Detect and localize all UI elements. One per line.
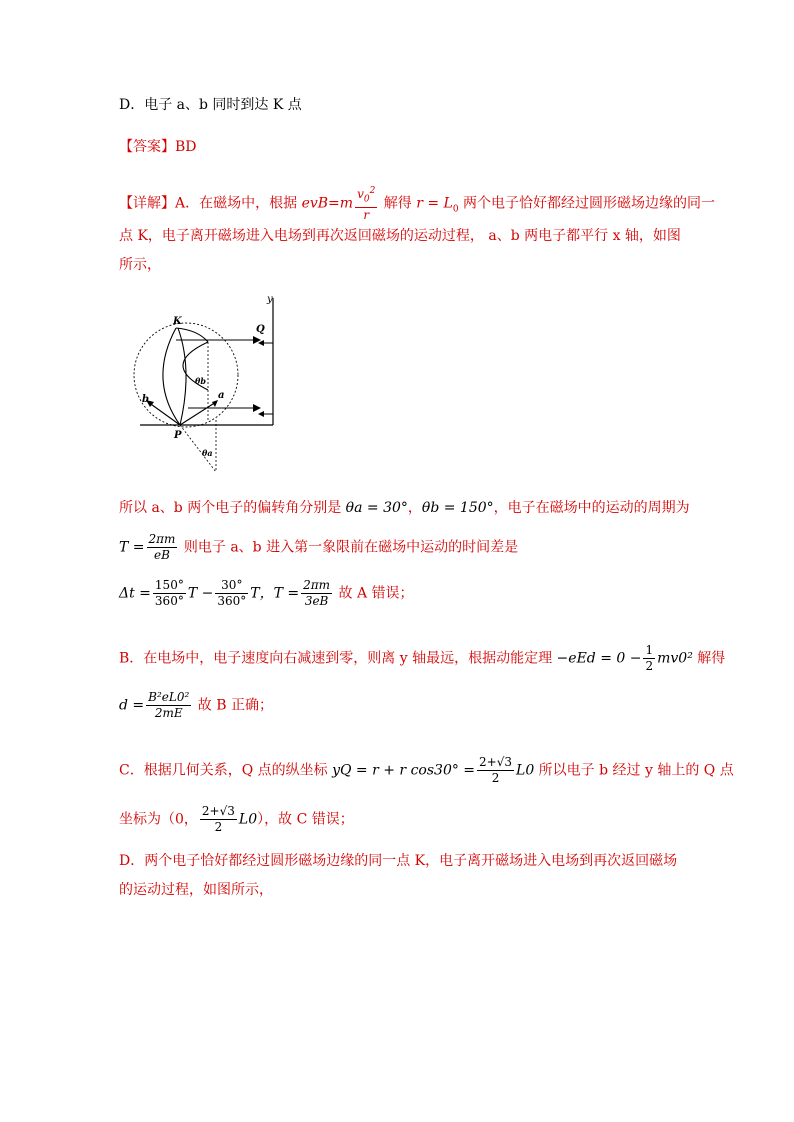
label-theta-a: θa xyxy=(202,448,213,458)
b-line1 xyxy=(119,643,725,674)
frac-v0-r: $\frac{v_0^2}{r}$ xyxy=(357,186,376,223)
answer-value: BD xyxy=(175,139,197,155)
c-line1 xyxy=(119,755,734,786)
period-frac xyxy=(147,532,178,563)
label-q: Q xyxy=(256,324,265,335)
dt-frac3 xyxy=(301,578,332,609)
dt-frac1 xyxy=(153,578,186,609)
label-a: a xyxy=(218,390,225,401)
dt-mid: T − xyxy=(187,585,214,602)
deflect-pre: 所以 a、b 两个电子的偏转角分别是 xyxy=(119,500,346,516)
period-t: T = xyxy=(119,539,145,556)
eq-lorentz: evB=m xyxy=(301,195,354,212)
c-l0: L0 xyxy=(516,762,535,779)
period-post: 则电子 a、b 进入第一象限前在磁场中运动的时间差是 xyxy=(179,539,519,556)
detail-a-rest1: 两个电子恰好都经过圆形磁场边缘的同一 xyxy=(458,195,716,212)
eq-r-l0: r = L xyxy=(416,195,453,212)
dt-den1: 360° xyxy=(154,594,184,608)
b-half-num: 1 xyxy=(645,643,654,657)
b-d-num: B²eL0² xyxy=(148,690,190,704)
label-b: b xyxy=(142,394,149,405)
d-line2: 的运动过程，如图所示， xyxy=(119,882,273,898)
c-post2: ），故 C 错误； xyxy=(257,811,354,828)
c-l0-2: L0 xyxy=(238,811,258,828)
arc-a xyxy=(178,328,186,425)
b-d-den: 2mE xyxy=(154,706,183,720)
option-d: D．电子 a、b 同时到达 K 点 xyxy=(119,97,302,113)
answer-label: 【答案】 xyxy=(119,139,175,155)
d-line1: D．两个电子恰好都经过圆形磁场边缘的同一点 K，电子离开磁场进入电场到再次返回磁场 xyxy=(119,853,678,869)
arrow-right-low xyxy=(253,404,261,412)
c-den: 2 xyxy=(491,771,500,785)
arrow-left-low xyxy=(258,411,264,417)
label-theta-b: θb xyxy=(195,376,206,386)
dt-num3: 2πm xyxy=(303,578,331,592)
c-num: 2+√3 xyxy=(479,755,513,769)
detail-a-prefix: A．在磁场中，根据 xyxy=(175,195,302,212)
period-line xyxy=(119,532,518,563)
detail-label: 【详解】 xyxy=(119,195,175,212)
c-line2 xyxy=(119,804,354,835)
dt-t: T xyxy=(250,585,260,602)
dt-den2: 360° xyxy=(217,594,247,608)
period-num: 2πm xyxy=(148,532,176,546)
b-line2 xyxy=(119,690,273,721)
c-den2: 2 xyxy=(214,820,223,834)
answer-line xyxy=(119,137,197,157)
c-pre2: 坐标为（0， xyxy=(119,811,198,828)
detail-a-line1: 【详解】A．在磁场中，根据 evB=m $\frac{v_0^2}{r}$ 解得 $r = L_0$ 两个电子恰好都经过圆形磁场边缘的同一 xyxy=(119,186,716,223)
label-p: P xyxy=(174,430,182,441)
c-num2: 2+√3 xyxy=(201,804,235,818)
b-d: d = xyxy=(119,697,145,714)
b-pre: B．在电场中，电子速度向右减速到零，则离 y 轴最远，根据动能定理 xyxy=(119,650,557,667)
detail-a-mid: 解得 xyxy=(379,195,417,212)
c-frac xyxy=(477,755,514,786)
c-eq: yQ = r + r cos30° = xyxy=(332,762,476,779)
dt-den3: 3eB xyxy=(304,594,329,608)
label-y: y xyxy=(267,294,273,305)
b-half-den: 2 xyxy=(645,659,654,673)
b-d-frac xyxy=(146,690,191,721)
dt-num1: 150° xyxy=(154,578,184,592)
c-frac2 xyxy=(200,804,237,835)
c-pre: C．根据几何关系，Q 点的纵坐标 xyxy=(119,762,333,779)
c-post1: 所以电子 b 经过 y 轴上的 Q 点 xyxy=(534,762,734,779)
dt-line xyxy=(119,578,414,609)
dt-t2: ，T = xyxy=(259,585,300,602)
b-post1: 解得 xyxy=(692,650,726,667)
label-k: K xyxy=(173,316,182,327)
b-half xyxy=(643,643,655,674)
deflect-post: ，电子在磁场中的运动的周期为 xyxy=(493,500,690,516)
b-mv: mv0² xyxy=(657,650,693,667)
dt-lhs: Δt = xyxy=(119,585,151,602)
theta-b-eq: θb = 150° xyxy=(421,500,494,516)
arc-b xyxy=(163,328,180,425)
deflect-line: 所以 a、b 两个电子的偏转角分别是 θa = 30°，θb = 150°，电子在磁场中的运动的周期为 xyxy=(119,500,690,516)
dt-post: 故 A 错误； xyxy=(334,585,414,602)
b-post2: 故 B 正确； xyxy=(193,697,273,714)
dt-frac2 xyxy=(215,578,248,609)
b-eq: −eEd = 0 − xyxy=(556,650,642,667)
trajectory-diagram xyxy=(128,290,288,480)
detail-a-line3: 所示， xyxy=(119,257,161,273)
dt-num2: 30° xyxy=(215,578,248,594)
period-den: eB xyxy=(154,548,170,562)
detail-a-line2: 点 K，电子离开磁场进入电场到再次返回磁场的运动过程， a、b 两电子都平行 x 轴，如图 xyxy=(119,228,681,244)
theta-a-eq: θa = 30° xyxy=(345,500,408,516)
